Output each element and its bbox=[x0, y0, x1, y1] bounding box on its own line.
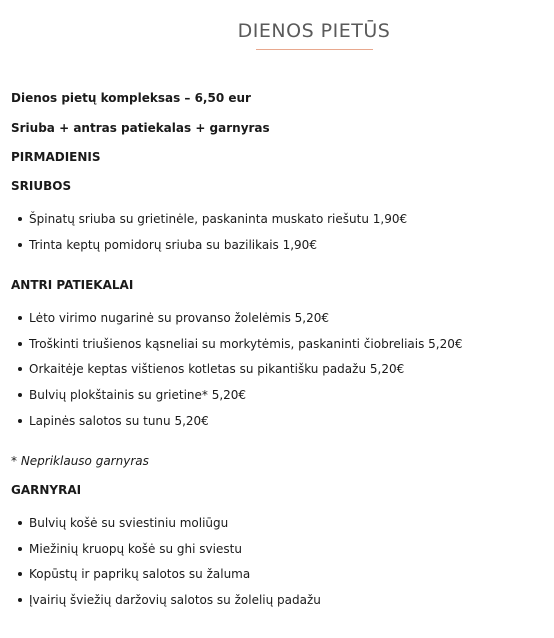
list-item: Troškinti triušienos kąsneliai su morkytėmis, paskaninti čiobreliais 5,20€ bbox=[0, 337, 463, 363]
garnish-note: * Nepriklauso garnyras bbox=[11, 454, 149, 468]
list-item: Lėto virimo nugarinė su provanso žolelėmis 5,20€ bbox=[0, 311, 463, 337]
list-item: Miežinių kruopų košė su ghi sviestu bbox=[0, 542, 321, 568]
page-title: DIENOS PIETŪS bbox=[237, 20, 391, 42]
day-heading: PIRMADIENIS bbox=[11, 150, 101, 164]
mains-heading: ANTRI PATIEKALAI bbox=[11, 278, 134, 292]
sides-list bbox=[0, 516, 321, 619]
list-item: Įvairių šviežių daržovių salotos su žolelių padažu bbox=[0, 593, 321, 619]
mains-list bbox=[0, 311, 463, 439]
soups-list bbox=[0, 212, 407, 263]
list-item: Bulvių košė su sviestiniu moliūgu bbox=[0, 516, 321, 542]
list-item: Bulvių plokštainis su grietine* 5,20€ bbox=[0, 388, 463, 414]
list-item: Lapinės salotos su tunu 5,20€ bbox=[0, 414, 463, 440]
lunch-complex-price: Dienos pietų kompleksas – 6,50 eur bbox=[11, 91, 251, 105]
list-item: Trinta keptų pomidorų sriuba su bazilikais 1,90€ bbox=[0, 238, 407, 264]
title-underline bbox=[256, 49, 373, 50]
soups-heading: SRIUBOS bbox=[11, 179, 72, 193]
lunch-combo: Sriuba + antras patiekalas + garnyras bbox=[11, 121, 270, 135]
sides-heading: GARNYRAI bbox=[11, 483, 82, 497]
list-item: Špinatų sriuba su grietinėle, paskaninta muskato riešutu 1,90€ bbox=[0, 212, 407, 238]
list-item: Orkaitėje keptas vištienos kotletas su pikantišku padažu 5,20€ bbox=[0, 362, 463, 388]
list-item: Kopūstų ir paprikų salotos su žaluma bbox=[0, 567, 321, 593]
